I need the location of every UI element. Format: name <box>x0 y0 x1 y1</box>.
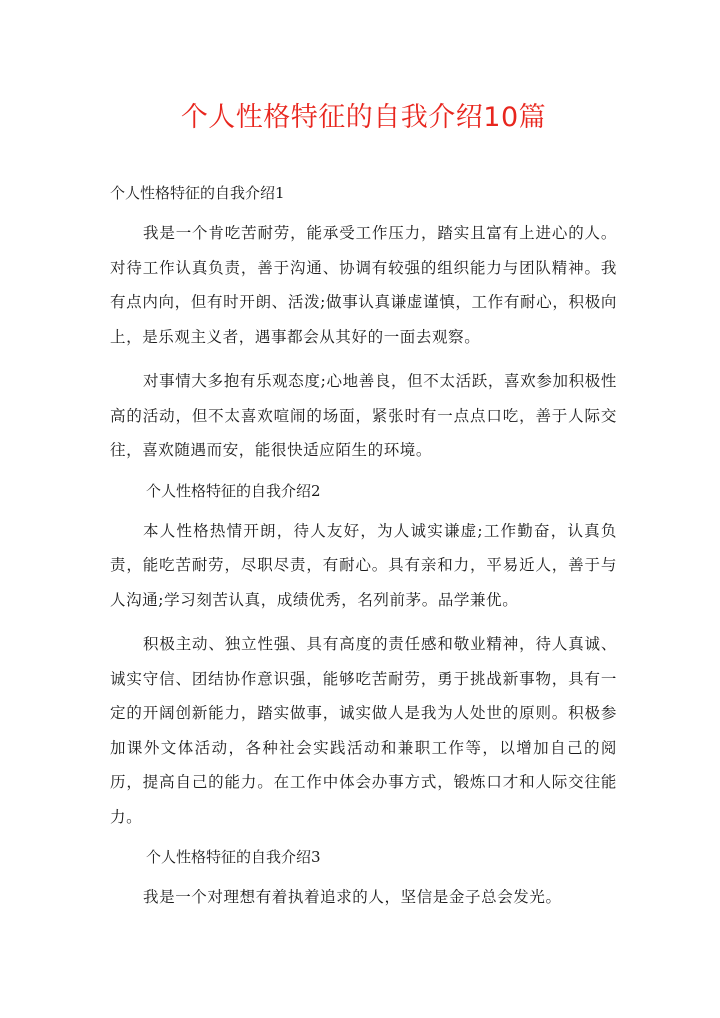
section-heading: 个人性格特征的自我介绍1 <box>110 184 285 202</box>
paragraph: 我是一个对理想有着执着追求的人，坚信是金子总会发光。 <box>143 888 562 906</box>
section-3 <box>110 844 617 915</box>
section-2 <box>110 478 617 835</box>
paragraph: 我是一个肯吃苦耐劳，能承受工作压力，踏实且富有上进心的人。对待工作认真负责，善于沟通、协调有较强的组织能力与团队精神。我有点内向，但有时开朗、活泼;做事认真谦虚谨慎，工作有耐心，积极向上，是乐观主义者，遇事都会从其好的一面去观察。 <box>110 224 617 346</box>
section-1 <box>110 180 617 468</box>
paragraph: 本人性格热情开朗，待人友好，为人诚实谦虚;工作勤奋，认真负责，能吃苦耐劳，尽职尽责，有耐心。具有亲和力，平易近人，善于与人沟通;学习刻苦认真，成绩优秀，名列前茅。品学兼优。 <box>110 521 617 609</box>
paragraph: 积极主动、独立性强、具有高度的责任感和敬业精神，待人真诚、诚实守信、团结协作意识强，能够吃苦耐劳，勇于挑战新事物，具有一定的开阔创新能力，踏实做事，诚实做人是我为人处世的原则。积极参加课外文体活动，各种社会实践活动和兼职工作等，以增加自己的阅历，提高自己的能力。在工作中体会办事方式，锻炼口才和人际交往能力。 <box>110 635 617 826</box>
paragraph: 对事情大多抱有乐观态度;心地善良，但不太活跃，喜欢参加积极性高的活动，但不太喜欢喧闹的场面，紧张时有一点点口吃，善于人际交往，喜欢随遇而安，能很快适应陌生的环境。 <box>110 372 617 459</box>
section-heading: 个人性格特征的自我介绍3 <box>146 848 321 866</box>
section-heading: 个人性格特征的自我介绍2 <box>146 481 321 500</box>
document-title: 个人性格特征的自我介绍10篇 <box>180 102 547 133</box>
